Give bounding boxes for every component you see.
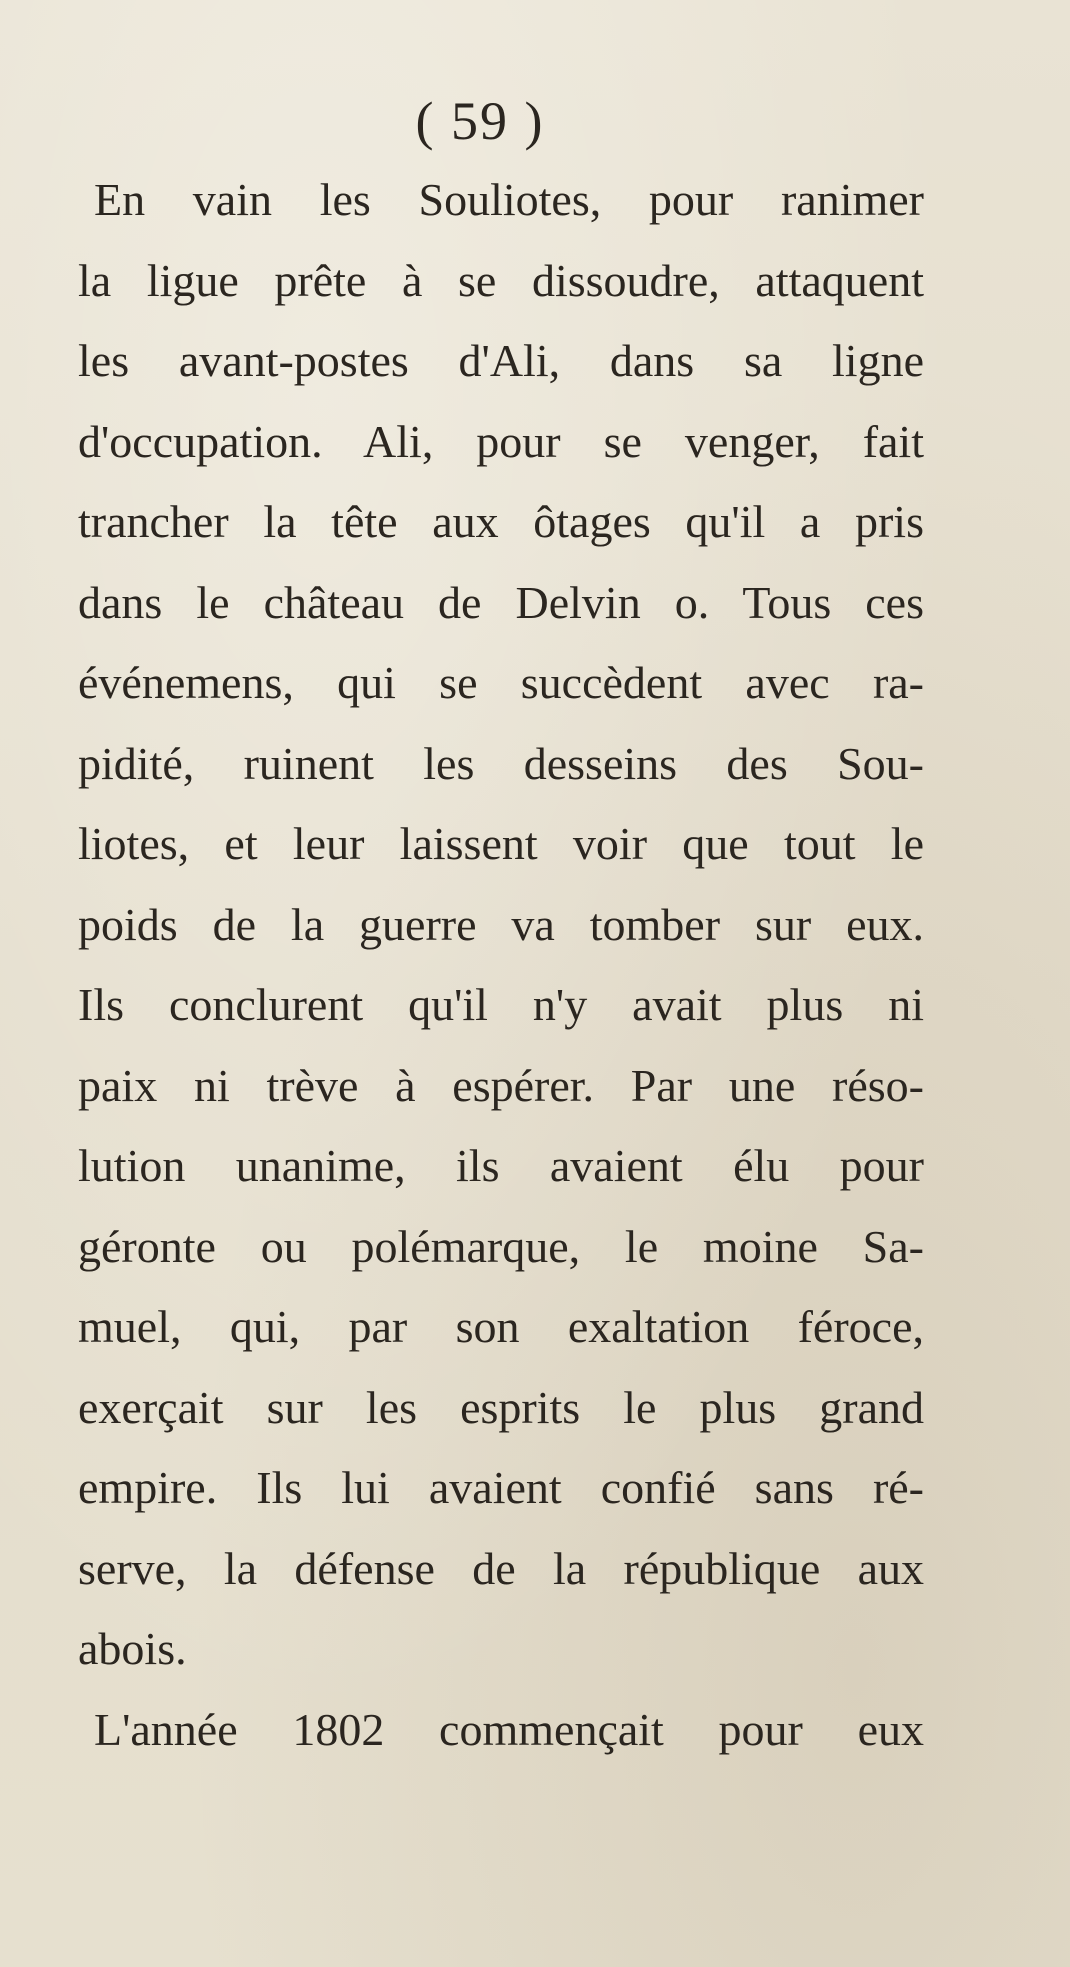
text-line: L'année 1802 commençait pour eux [94, 1703, 924, 1755]
text-line: empire. Ils lui avaient confié sans ré- [78, 1462, 924, 1513]
page-number: ( 59 ) [415, 91, 545, 151]
text-line: événemens, qui se succèdent avec ra- [78, 657, 924, 708]
text-line: exerçait sur les esprits le plus grand [78, 1381, 924, 1433]
text-line: trancher la tête aux ôtages qu'il a pris [78, 496, 924, 547]
text-line: muel, qui, par son exaltation féroce, [78, 1301, 924, 1352]
text-line: serve, la défense de la république aux [78, 1542, 924, 1594]
text-line: abois. [78, 1623, 187, 1674]
text-line: lution unanime, ils avaient élu pour [78, 1140, 924, 1191]
text-line: liotes, et leur laissent voir que tout le [78, 818, 924, 869]
text-line: pidité, ruinent les desseins des Sou- [78, 737, 924, 789]
page-body-text [78, 160, 924, 1770]
text-line: la ligue prête à se dissoudre, attaquent [78, 254, 924, 306]
text-line: En vain les Souliotes, pour ranimer [94, 174, 924, 225]
text-line: dans le château de Delvin o. Tous ces [78, 576, 924, 628]
text-line: géronte ou polémarque, le moine Sa- [78, 1220, 924, 1272]
text-line: poids de la guerre va tomber sur eux. [78, 898, 924, 950]
text-line: d'occupation. Ali, pour se venger, fait [78, 415, 924, 467]
text-line: paix ni trève à espérer. Par une réso- [78, 1059, 924, 1111]
text-line: Ils conclurent qu'il n'y avait plus ni [78, 979, 924, 1030]
text-line: les avant-postes d'Ali, dans sa ligne [78, 335, 924, 386]
